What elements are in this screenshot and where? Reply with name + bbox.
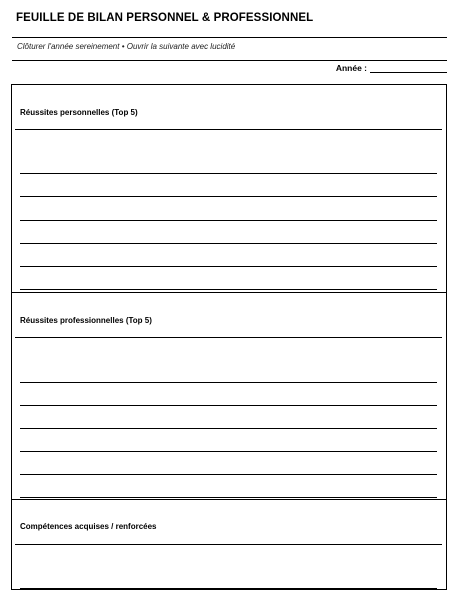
writing-line[interactable] [20,474,437,475]
page-title: FEUILLE DE BILAN PERSONNEL & PROFESSIONNEL [16,12,314,24]
section-header-rule [15,337,442,338]
writing-line[interactable] [20,382,437,383]
writing-line[interactable] [20,220,437,221]
section-header-rule [15,129,442,130]
writing-line[interactable] [20,405,437,406]
writing-line[interactable] [20,289,437,290]
writing-line[interactable] [20,588,437,589]
section-title-skills: Compétences acquises / renforcées [20,522,157,531]
section-personal-achievements [12,85,446,292]
writing-line[interactable] [20,196,437,197]
section-title-personal: Réussites personnelles (Top 5) [20,108,138,117]
bilan-form-box [11,84,447,590]
section-skills [12,499,446,591]
year-field [336,63,447,73]
writing-line[interactable] [20,243,437,244]
year-label: Année : [335,63,367,73]
title-divider [12,37,447,38]
year-input-line[interactable] [370,64,447,73]
section-title-professional: Réussites professionnelles (Top 5) [20,316,152,325]
section-header-rule [15,544,442,545]
subtitle-divider [12,60,447,61]
writing-line[interactable] [20,173,437,174]
writing-line[interactable] [20,428,437,429]
writing-line[interactable] [20,497,437,498]
writing-line[interactable] [20,451,437,452]
page-subtitle: Clôturer l'année sereinement • Ouvrir la suivante avec lucidité [17,42,236,51]
writing-line[interactable] [20,266,437,267]
section-professional-achievements [12,292,446,499]
